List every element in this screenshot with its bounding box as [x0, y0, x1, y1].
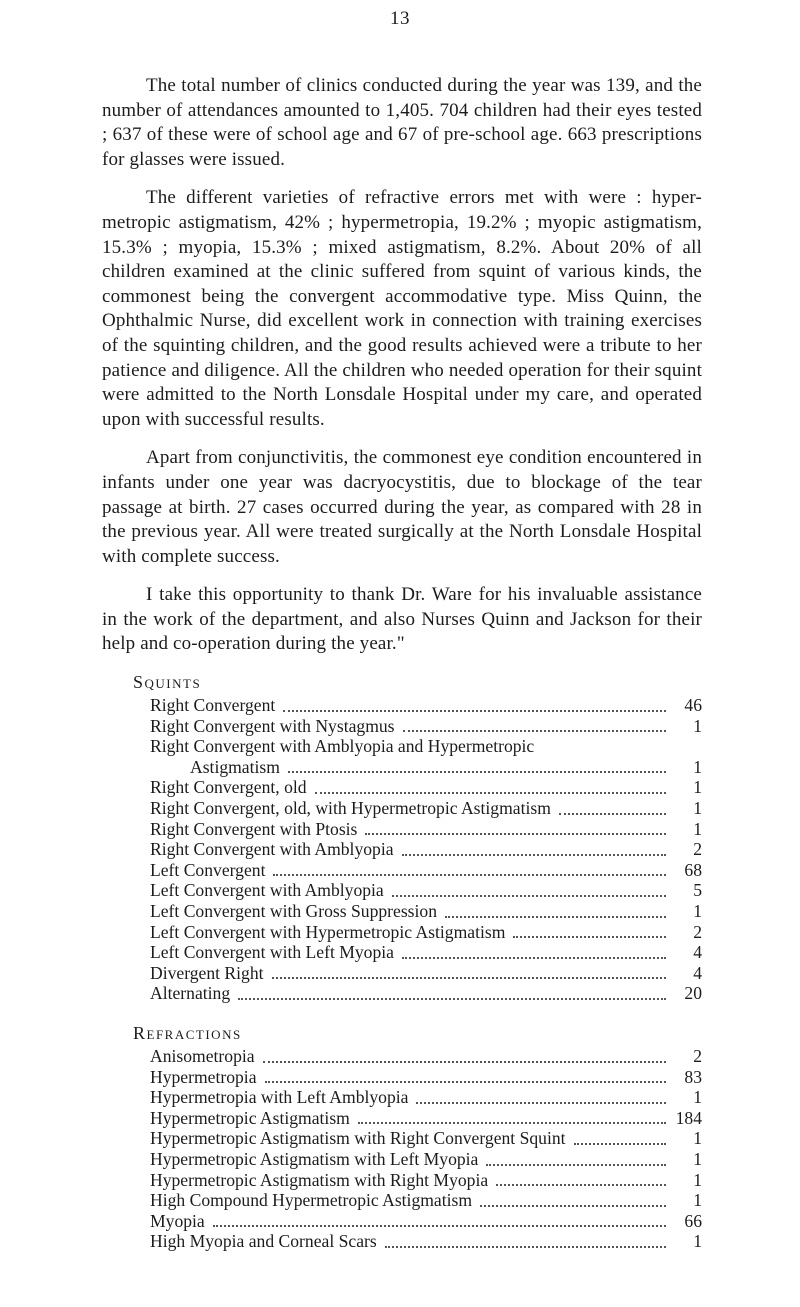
- table-row: [150, 716, 702, 737]
- row-value: 1: [693, 1148, 702, 1169]
- row-value: 1: [693, 1087, 702, 1108]
- row-value: 83: [684, 1066, 702, 1087]
- dot-leader: [213, 1225, 666, 1227]
- dot-leader: [392, 895, 666, 897]
- dot-leader: [416, 1102, 666, 1104]
- row-label: Left Convergent with Hypermetropic Astigmatism: [150, 921, 506, 942]
- table-row: [150, 819, 702, 840]
- row-value: 1: [693, 1190, 702, 1211]
- squints-list: [150, 695, 702, 1004]
- dot-leader: [486, 1164, 666, 1166]
- row-value: 66: [684, 1210, 702, 1231]
- row-value: 1: [693, 901, 702, 921]
- dot-leader: [358, 1122, 666, 1124]
- dot-leader: [263, 1061, 666, 1063]
- dot-leader: [402, 854, 666, 856]
- row-label: Hypermetropia: [150, 1066, 257, 1087]
- table-row: [150, 736, 702, 757]
- dot-leader: [402, 957, 666, 959]
- dot-leader: [315, 792, 666, 794]
- row-value: 1: [693, 777, 702, 798]
- table-row: [150, 860, 702, 881]
- dot-leader: [574, 1143, 666, 1145]
- table-row: [150, 1128, 702, 1149]
- table-row: [150, 901, 702, 922]
- row-value: 1: [693, 715, 702, 736]
- table-row: [150, 798, 702, 819]
- table-row: [150, 1190, 702, 1211]
- table-row: [150, 1170, 702, 1191]
- row-label: Right Convergent with Ptosis: [150, 818, 358, 839]
- table-row: [150, 942, 702, 963]
- paragraph-clinics: The total number of clinics conducted during the year was 139, and the number of attendances amounted to 1,405. 704 children had their eyes tested ; 637 of these were of school age and 67 of pre-school age. 663 prescriptions for glasses were issued.: [102, 75, 702, 170]
- table-row: [150, 1046, 702, 1067]
- row-value: 4: [693, 942, 702, 963]
- dot-leader: [559, 813, 666, 815]
- table-row-continuation: [150, 757, 702, 778]
- row-label: Left Convergent with Amblyopia: [150, 880, 384, 901]
- row-label: High Compound Hypermetropic Astigmatism: [150, 1190, 473, 1211]
- row-label: Anisometropia: [150, 1045, 255, 1066]
- row-value: 5: [693, 880, 702, 901]
- row-value: 1: [693, 818, 702, 839]
- squints-title: Squints: [133, 672, 202, 693]
- table-row: [150, 777, 702, 798]
- table-row: [150, 1211, 702, 1232]
- row-value: 20: [684, 983, 702, 1004]
- refractions-title: Refractions: [133, 1022, 242, 1043]
- table-row: [150, 963, 702, 984]
- row-value: 1: [693, 798, 702, 819]
- dot-leader: [480, 1205, 666, 1207]
- table-row: [150, 1108, 702, 1129]
- row-value: 2: [693, 921, 702, 942]
- row-label: Left Convergent with Left Myopia: [150, 942, 394, 963]
- dot-leader: [288, 771, 666, 773]
- table-row: [150, 839, 702, 860]
- refractions-section: [133, 1022, 702, 1252]
- row-label: Hypermetropic Astigmatism: [150, 1107, 350, 1128]
- row-label: Hypermetropia with Left Amblyopia: [150, 1087, 409, 1108]
- row-label-continuation: Astigmatism: [190, 756, 280, 777]
- dot-leader: [265, 1081, 667, 1083]
- row-value: 1: [693, 1231, 702, 1252]
- row-label: Divergent Right: [150, 962, 264, 983]
- dot-leader: [496, 1184, 666, 1186]
- row-label: Right Convergent with Amblyopia and Hypermetropic: [150, 736, 535, 757]
- table-row: [150, 1231, 702, 1252]
- row-label: Right Convergent with Amblyopia: [150, 839, 394, 860]
- table-row: [150, 1149, 702, 1170]
- paragraph-thanks: I take this opportunity to thank Dr. Ware for his invaluable assistance in the work of the department, and also Nurses Quinn and Jackson for their help and co-operation during the year.": [102, 584, 702, 655]
- row-label: Left Convergent with Gross Suppression: [150, 901, 438, 921]
- dot-leader: [365, 833, 666, 835]
- squints-section: [133, 671, 702, 1004]
- row-value: 1: [693, 1169, 702, 1190]
- paragraph-conjunctivitis: Apart from conjunctivitis, the commonest eye condition encountered in infants under one year was dacryocystitis, due to blockage of the tear passage at birth. 27 cases occurred during the year, as compared with 28 in the previous year. All were treated surgically at the North Lonsdale Hospital with complete success.: [102, 447, 702, 567]
- dot-leader: [238, 998, 666, 1000]
- table-row: [150, 695, 702, 716]
- table-row: [150, 1067, 702, 1088]
- row-value: 4: [693, 962, 702, 983]
- row-value: 2: [693, 1045, 702, 1066]
- table-row: [150, 1087, 702, 1108]
- dot-leader: [513, 936, 666, 938]
- row-label: Left Convergent: [150, 859, 266, 880]
- dot-leader: [272, 977, 666, 979]
- table-row: [150, 983, 702, 1004]
- dot-leader: [385, 1246, 666, 1248]
- row-value: 1: [693, 756, 702, 777]
- row-label: Right Convergent, old: [150, 777, 307, 798]
- row-label: Alternating: [150, 983, 231, 1004]
- page-number: 13: [390, 8, 410, 29]
- row-value: 2: [693, 839, 702, 860]
- row-value: 46: [684, 695, 702, 716]
- dot-leader: [273, 874, 666, 876]
- dot-leader: [403, 730, 666, 732]
- row-label: Hypermetropic Astigmatism with Right Convergent Squint: [150, 1128, 566, 1149]
- row-label: Hypermetropic Astigmatism with Right Myopia: [150, 1169, 489, 1190]
- document-body: [102, 74, 702, 1252]
- dot-leader: [445, 916, 666, 918]
- refractions-list: [150, 1046, 702, 1252]
- dot-leader: [283, 710, 666, 712]
- row-label: Right Convergent, old, with Hypermetropic Astigmatism: [150, 798, 551, 819]
- row-label: High Myopia and Corneal Scars: [150, 1231, 377, 1252]
- row-label: Right Convergent: [150, 695, 276, 716]
- row-value: 1: [693, 1128, 702, 1149]
- row-value: 68: [684, 859, 702, 880]
- row-label: Hypermetropic Astigmatism with Left Myopia: [150, 1148, 479, 1169]
- row-label: Myopia: [150, 1210, 205, 1231]
- row-label: Right Convergent with Nystagmus: [150, 715, 395, 736]
- table-row: [150, 880, 702, 901]
- table-row: [150, 922, 702, 943]
- row-value: 184: [675, 1107, 702, 1128]
- paragraph-refractive-errors: The different varieties of refractive errors met with were : hyper-metropic astigmatism, 42% ; hypermetropia, 19.2% ; myopic astigmatism, 15.3% ; myopia, 15.3% ; mixed astigmatism, 8.2%. About 20% of all children examined at the clinic suffered from squint of various kinds, the commonest being the convergent accommodative type. Miss Quinn, the Ophthalmic Nurse, did excellent work in connection with training exercises of the squinting children, and the good results achieved were a tribute to her patience and diligence. All the children who needed operation for their squint were admitted to the North Lonsdale Hospital under my care, and operated upon with successful results.: [102, 187, 702, 430]
